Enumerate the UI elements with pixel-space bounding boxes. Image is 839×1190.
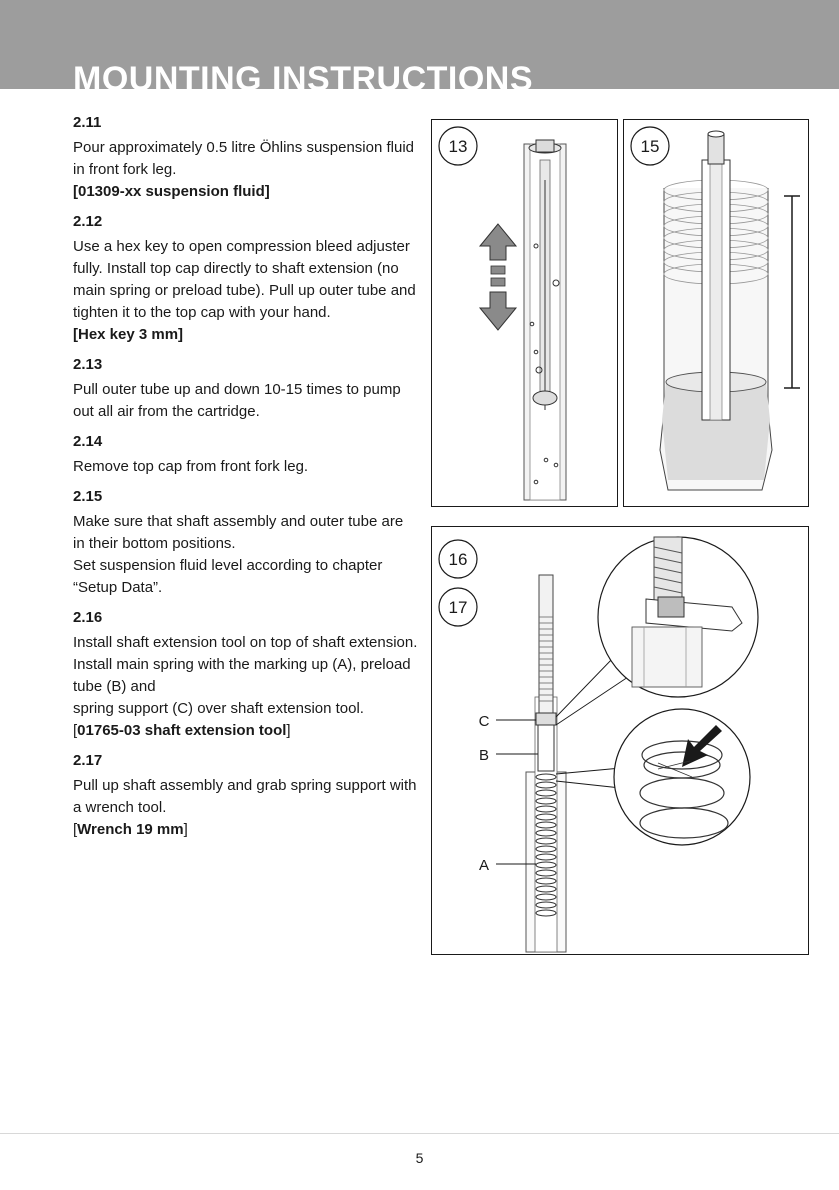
step-tool: [01309-xx suspension fluid] [73,183,270,200]
step-tool: 01765-03 shaft extension tool [77,722,287,739]
bracket-close: ] [183,821,188,838]
step-number: 2.16 [73,609,103,626]
fork-cartridge-illustration [432,120,617,506]
bracket-close: ] [286,722,291,739]
figure-label-16: 16 [448,550,468,569]
step-2-14 [73,431,418,478]
callout-b: B [478,747,490,764]
step-2-17 [73,750,418,841]
step-number: 2.17 [73,752,103,769]
step-text: Install main spring with the marking up (A), preload tube (B) and [73,656,411,695]
bracket-open: [ [73,722,78,739]
figure-label: 15 [640,137,660,156]
step-text: Pour approximately 0.5 litre Öhlins suspension fluid in front fork leg. [73,139,415,178]
step-text: Set suspension fluid level according to chapter “Setup Data”. [73,557,383,596]
step-number: 2.15 [73,488,103,505]
step-2-11 [73,112,418,203]
step-text: Use a hex key to open compression bleed adjuster fully. Install top cap directly to shaft extension (no main spring or preload tube). Pull up outer tube and tighten it to the top cap with your hand. [73,238,416,321]
step-number: 2.13 [73,356,103,373]
step-text: Make sure that shaft assembly and outer tube are in their bottom positions. [73,513,404,552]
step-number: 2.11 [73,114,102,131]
step-2-15 [73,486,418,599]
instructions-column [73,112,418,849]
callout-c: C [478,713,490,730]
step-2-16 [73,607,418,742]
step-text: spring support (C) over shaft extension tool. [73,700,364,717]
figure-16-17 [431,526,809,955]
step-2-12 [73,211,418,346]
step-tool-line [73,720,418,742]
callout-a: A [478,857,490,874]
step-text: Remove top cap from front fork leg. [73,458,309,475]
step-tool-line [73,819,418,841]
figure-15 [623,119,809,507]
figure-label-17: 17 [448,598,468,617]
step-text: Install shaft extension tool on top of shaft extension. [73,634,418,651]
page-title: MOUNTING INSTRUCTIONS [73,60,534,98]
step-text: Pull outer tube up and down 10-15 times to pump out all air from the cartridge. [73,381,401,420]
footer-rule [0,1133,839,1134]
fluid-level-illustration [624,120,808,506]
figure-13 [431,119,618,507]
step-text: Pull up shaft assembly and grab spring support with a wrench tool. [73,777,417,816]
step-2-13 [73,354,418,423]
step-number: 2.12 [73,213,103,230]
page-number: 5 [415,1150,424,1166]
bracket-open: [ [73,821,78,838]
step-tool: [Hex key 3 mm] [73,326,184,343]
figure-label: 13 [448,137,468,156]
step-tool: Wrench 19 mm [77,821,184,838]
spring-installation-illustration [432,527,808,954]
step-number: 2.14 [73,433,103,450]
